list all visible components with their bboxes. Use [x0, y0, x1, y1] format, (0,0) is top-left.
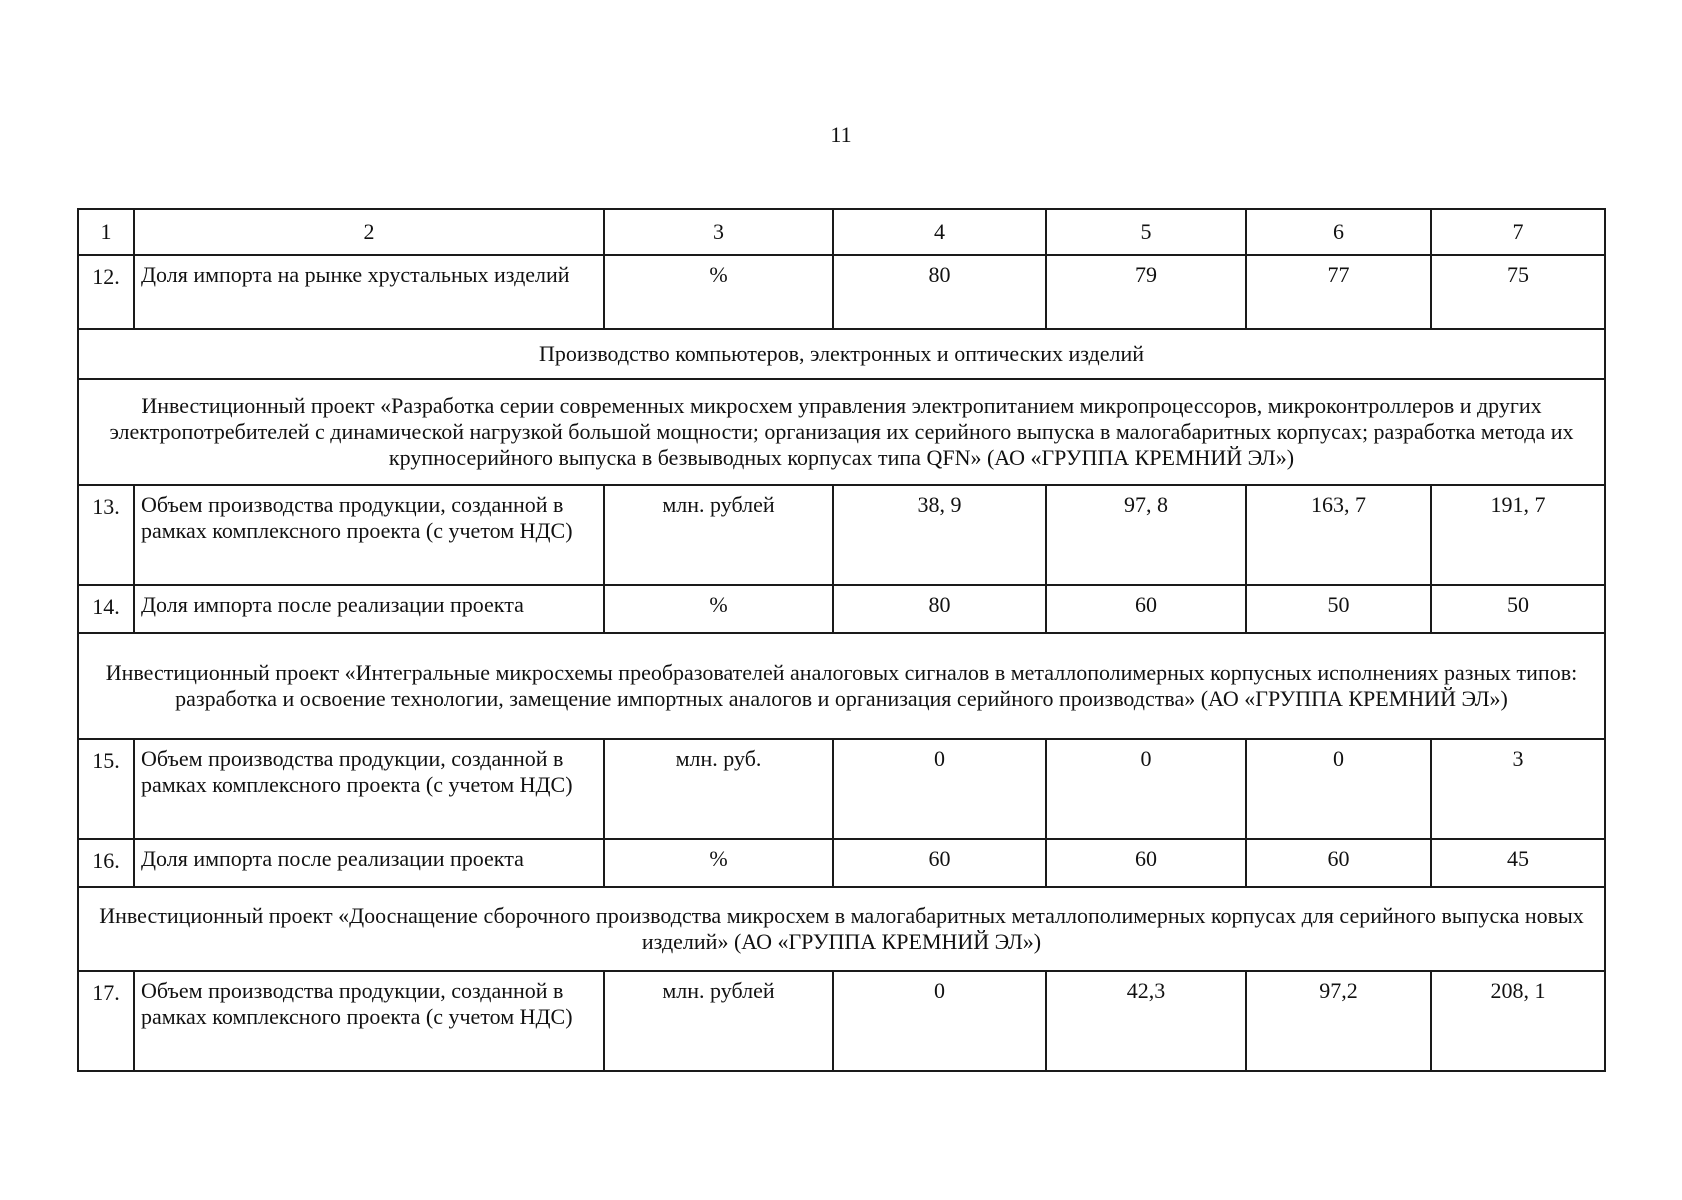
value-cell: 50 [1246, 585, 1431, 633]
column-header: 6 [1246, 209, 1431, 255]
table-row [78, 585, 1605, 633]
indicator-name: Доля импорта на рынке хрустальных изделий [134, 255, 604, 329]
value-cell: 60 [1046, 585, 1246, 633]
indicator-name: Доля импорта после реализации проекта [134, 839, 604, 887]
value-cell: 75 [1431, 255, 1605, 329]
table-header-row [78, 209, 1605, 255]
value-cell: 38, 9 [833, 485, 1046, 585]
value-cell: 208, 1 [1431, 971, 1605, 1071]
unit-cell: % [604, 585, 833, 633]
page-number: 11 [830, 122, 852, 147]
value-cell: 50 [1431, 585, 1605, 633]
value-cell: 80 [833, 255, 1046, 329]
value-cell: 0 [833, 971, 1046, 1071]
column-header: 2 [134, 209, 604, 255]
section-row [78, 633, 1605, 739]
column-header: 5 [1046, 209, 1246, 255]
column-header: 1 [78, 209, 134, 255]
value-cell: 0 [833, 739, 1046, 839]
indicator-name: Объем производства продукции, созданной в рамках комплексного проекта (с учетом НДС) [134, 485, 604, 585]
project-heading: Инвестиционный проект «Дооснащение сборочного производства микросхем в малогабаритных металлополимерных корпусах для серийного выпуска новых изделий» (АО «ГРУППА КРЕМНИЙ ЭЛ») [78, 887, 1605, 971]
section-heading: Производство компьютеров, электронных и оптических изделий [78, 329, 1605, 379]
column-header: 4 [833, 209, 1046, 255]
unit-cell: % [604, 839, 833, 887]
value-cell: 97, 8 [1046, 485, 1246, 585]
value-cell: 77 [1246, 255, 1431, 329]
row-number: 14. [78, 585, 134, 633]
indicator-name: Объем производства продукции, созданной в рамках комплексного проекта (с учетом НДС) [134, 739, 604, 839]
row-number: 12. [78, 255, 134, 329]
section-row [78, 379, 1605, 485]
value-cell: 191, 7 [1431, 485, 1605, 585]
unit-cell: млн. руб. [604, 739, 833, 839]
section-row [78, 329, 1605, 379]
indicators-table [77, 208, 1606, 1072]
unit-cell: млн. рублей [604, 485, 833, 585]
column-header: 7 [1431, 209, 1605, 255]
indicator-name: Доля импорта после реализации проекта [134, 585, 604, 633]
row-number: 15. [78, 739, 134, 839]
value-cell: 97,2 [1246, 971, 1431, 1071]
indicator-name: Объем производства продукции, созданной в рамках комплексного проекта (с учетом НДС) [134, 971, 604, 1071]
section-row [78, 887, 1605, 971]
table-row [78, 971, 1605, 1071]
table-row [78, 839, 1605, 887]
value-cell: 3 [1431, 739, 1605, 839]
value-cell: 80 [833, 585, 1046, 633]
value-cell: 42,3 [1046, 971, 1246, 1071]
value-cell: 0 [1246, 739, 1431, 839]
unit-cell: % [604, 255, 833, 329]
value-cell: 0 [1046, 739, 1246, 839]
value-cell: 79 [1046, 255, 1246, 329]
value-cell: 45 [1431, 839, 1605, 887]
value-cell: 60 [1046, 839, 1246, 887]
table-row [78, 255, 1605, 329]
value-cell: 60 [1246, 839, 1431, 887]
table-row [78, 739, 1605, 839]
unit-cell: млн. рублей [604, 971, 833, 1071]
row-number: 13. [78, 485, 134, 585]
value-cell: 163, 7 [1246, 485, 1431, 585]
project-heading: Инвестиционный проект «Разработка серии современных микросхем управления электропитанием микропроцессоров, микроконтроллеров и других электропотребителей с динамической нагрузкой большой мощности; организация их серийного выпуска в малогабаритных корпусах; разработка метода их крупносерийного выпуска в безвыводных корпусах типа QFN» (АО «ГРУППА КРЕМНИЙ ЭЛ») [78, 379, 1605, 485]
row-number: 17. [78, 971, 134, 1071]
row-number: 16. [78, 839, 134, 887]
project-heading: Инвестиционный проект «Интегральные микросхемы преобразователей аналоговых сигналов в металлополимерных корпусных исполнениях разных типов: разработка и освоение технологии, замещение импортных аналогов и организация серийного производства» (АО «ГРУППА КРЕМНИЙ ЭЛ») [78, 633, 1605, 739]
value-cell: 60 [833, 839, 1046, 887]
column-header: 3 [604, 209, 833, 255]
table-row [78, 485, 1605, 585]
